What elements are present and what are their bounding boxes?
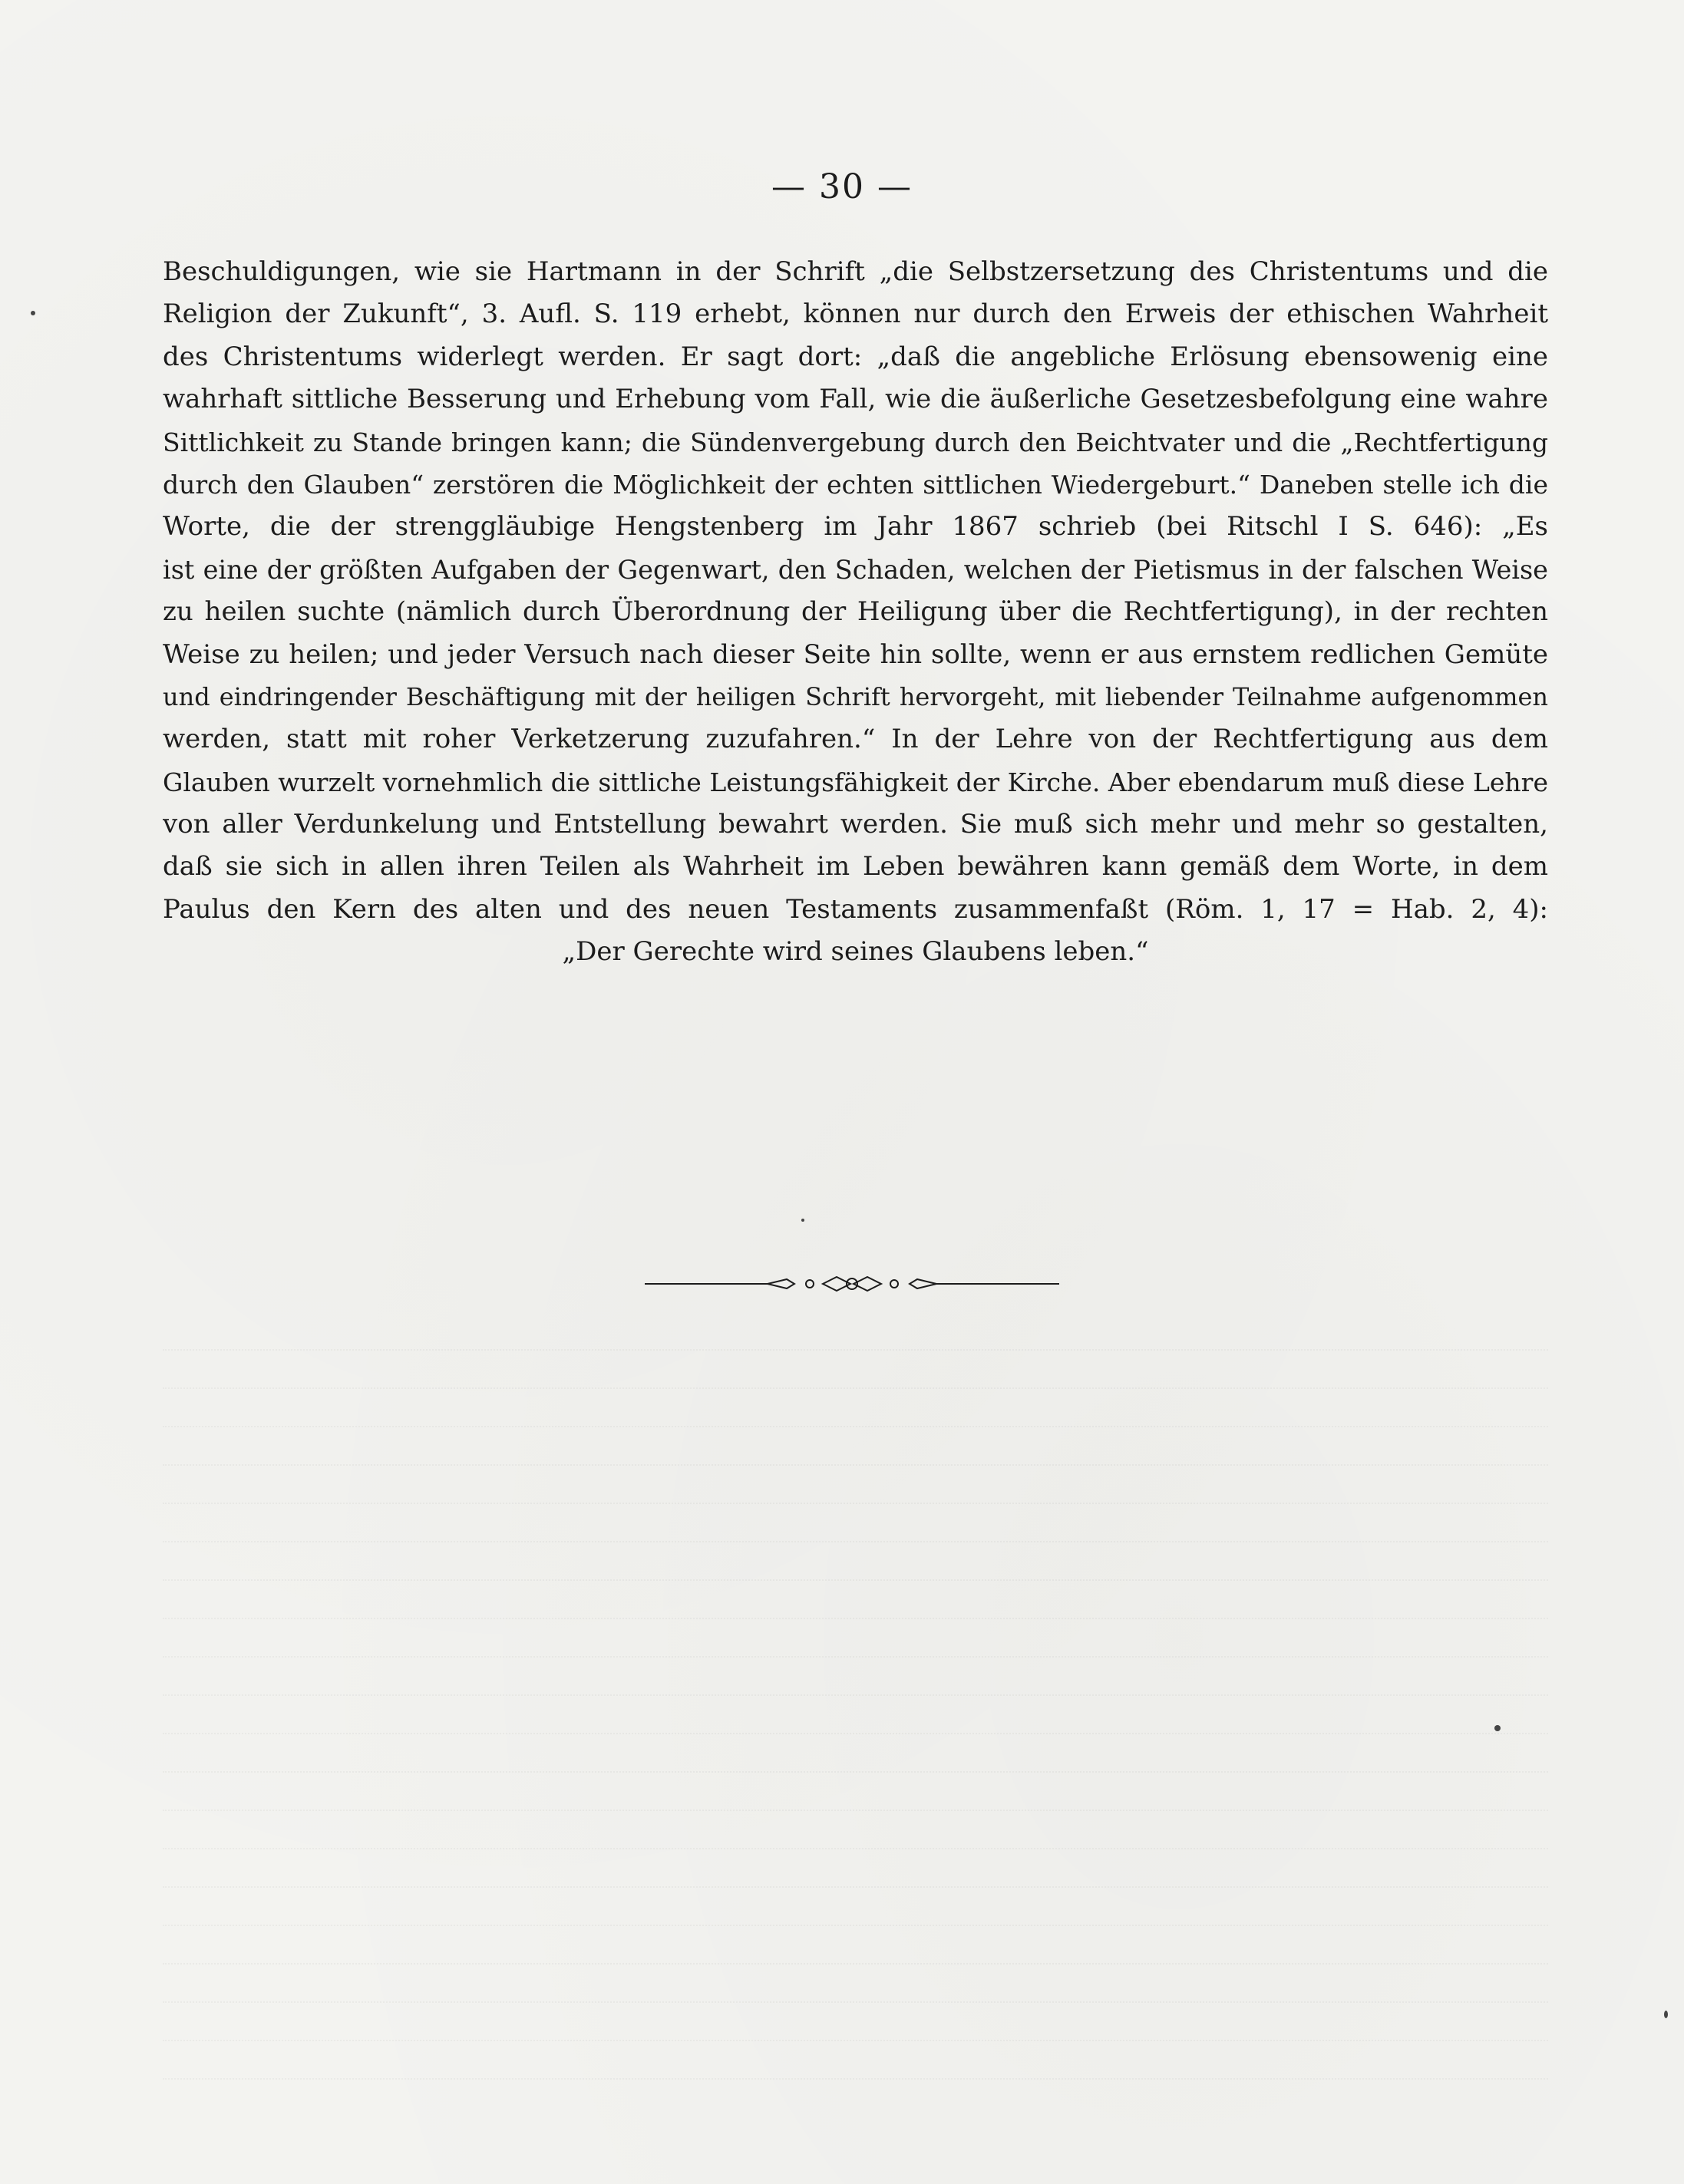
page-number: — 30 — — [771, 167, 913, 206]
text-line: durch den Glauben“ zerstören die Möglichkeit der echten sittlichen Wiedergeburt.“ Daneben stelle ich die — [163, 469, 1548, 500]
text-line: werden, statt mit roher Verketzerung zuzufahren.“ In der Lehre von der Rechtfertigung aus dem — [163, 724, 1548, 755]
text-line: Sittlichkeit zu Stande bringen kann; die Sündenvergebung durch den Beichtvater und die „Rechtfertigung — [163, 427, 1548, 457]
text-line: wahrhaft sittliche Besserung und Erhebung vom Fall, wie die äußerliche Gesetzesbefolgung eine wahre — [163, 384, 1548, 415]
text-line: Weise zu heilen; und jeder Versuch nach dieser Seite hin sollte, wenn er aus ernstem redlichen Gemüte — [163, 638, 1548, 670]
text-line: von aller Verdunkelung und Entstellung bewahrt werden. Sie muß sich mehr und mehr so gestalten, — [163, 809, 1548, 840]
text-line: daß sie sich in allen ihren Teilen als Wahrheit im Leben bewähren kann gemäß dem Worte, in dem — [163, 851, 1548, 883]
text-line: ist eine der größten Aufgaben der Gegenwart, den Schaden, welchen der Pietismus in der falschen Weise — [163, 554, 1548, 585]
paper-speck — [31, 311, 35, 315]
text-line: Beschuldigungen, wie sie Hartmann in der Schrift „die Selbstzersetzung des Christentums und die — [163, 256, 1548, 287]
text-line: Worte, die der strenggläubige Hengstenberg im Jahr 1867 schrieb (bei Ritschl I S. 646): „Es — [163, 511, 1548, 543]
body-text — [163, 251, 1548, 974]
ornament-divider-icon — [645, 1272, 1059, 1295]
bleed-through-text — [163, 1312, 1548, 2080]
paper-speck — [1664, 2011, 1668, 2018]
text-line: des Christentums widerlegt werden. Er sagt dort: „daß die angebliche Erlösung ebensowenig eine — [163, 341, 1548, 372]
text-line: Glauben wurzelt vornehmlich die sittliche Leistungsfähigkeit der Kirche. Aber ebendarum muß diese Lehre — [163, 767, 1548, 797]
closing-quote: „Der Gerechte wird seines Glaubens leben.“ — [562, 936, 1149, 968]
paper-speck — [801, 1219, 804, 1222]
paper-speck — [1494, 1725, 1501, 1731]
text-line: und eindringender Beschäftigung mit der heiligen Schrift hervorgeht, mit liebender Teilnahme aufgenommen — [163, 681, 1548, 711]
text-line: zu heilen suchte (nämlich durch Überordnung der Heiligung über die Rechtfertigung), in der rechten — [163, 596, 1548, 628]
text-line: Religion der Zukunft“, 3. Aufl. S. 119 erhebt, können nur durch den Erweis der ethischen Wahrheit — [163, 299, 1548, 330]
text-line: Paulus den Kern des alten und des neuen Testaments zusammenfaßt (Röm. 1, 17 = Hab. 2, 4): — [163, 893, 1548, 925]
